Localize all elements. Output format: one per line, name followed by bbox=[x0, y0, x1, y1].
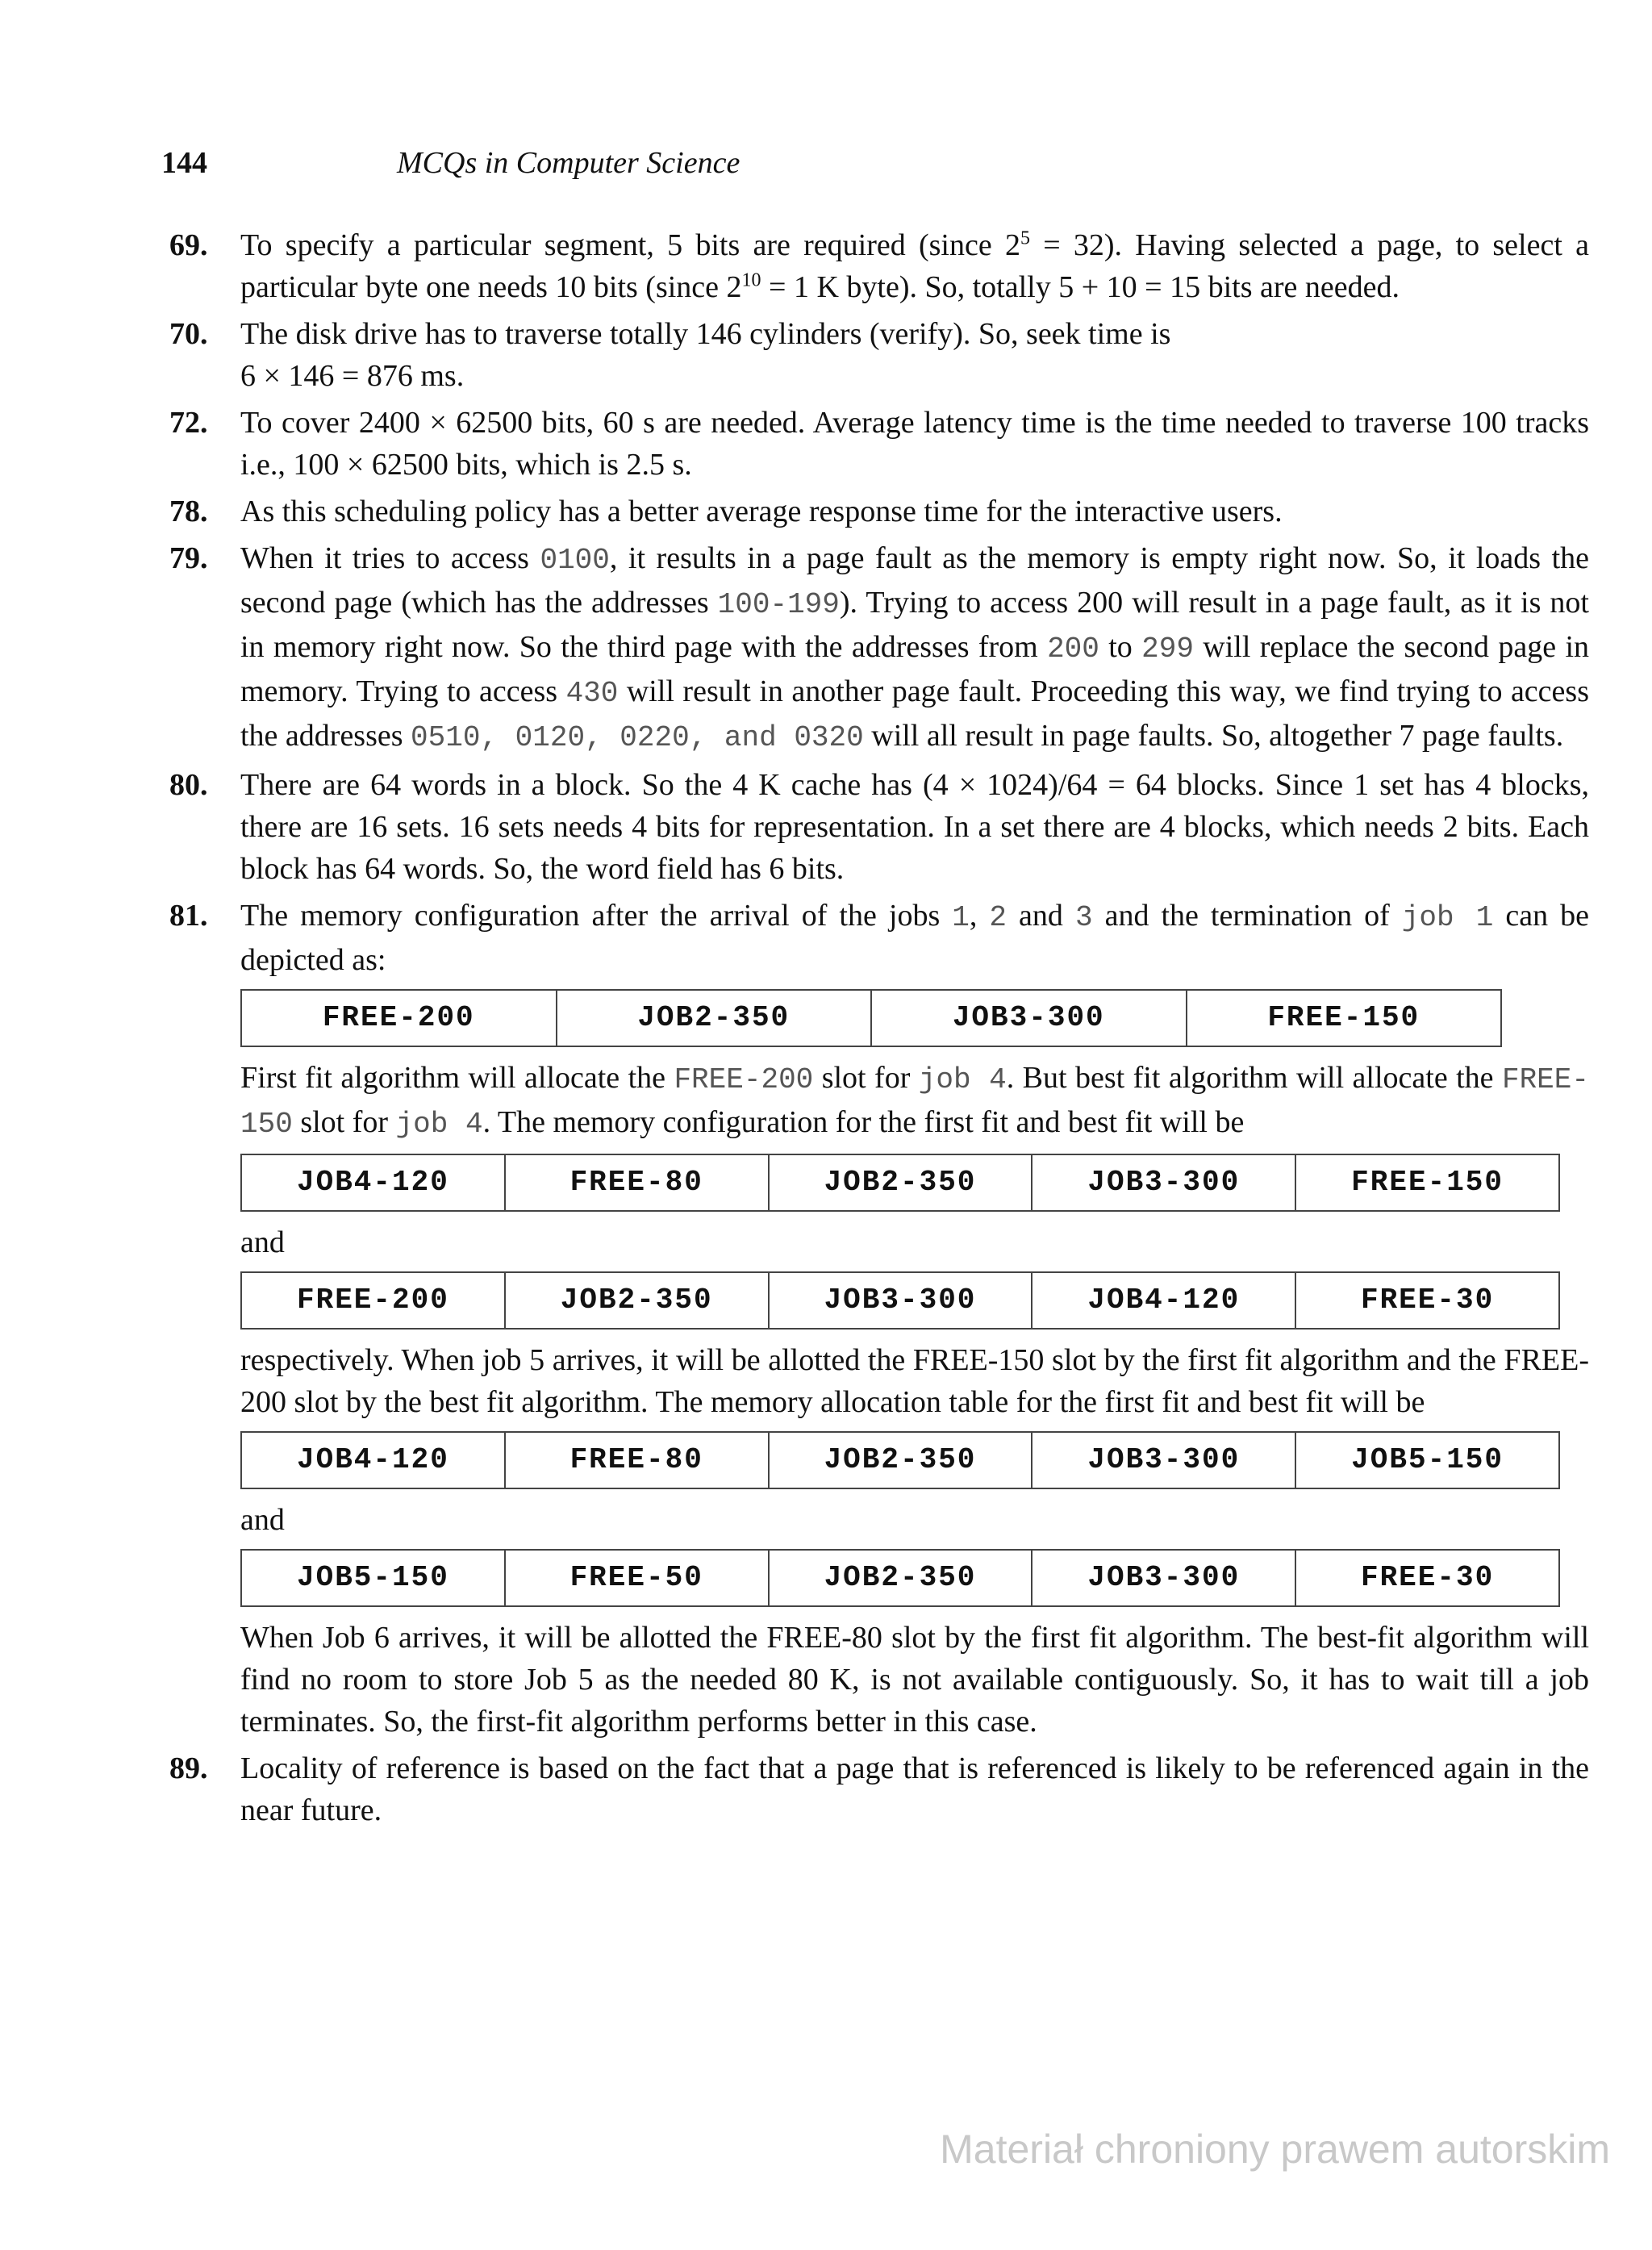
memory-cell: JOB5-150 bbox=[242, 1551, 506, 1605]
answer-text: will replace the second page in memory. Trying to access bbox=[240, 630, 1590, 708]
answer-text: When it tries to access bbox=[240, 541, 540, 575]
memory-cell: JOB2-350 bbox=[557, 991, 873, 1046]
answer-text: First fit algorithm will allocate the bbox=[240, 1061, 674, 1095]
memory-cell: FREE-80 bbox=[506, 1433, 770, 1488]
and-label: and bbox=[240, 1225, 285, 1259]
answer-text: and bbox=[1007, 899, 1075, 933]
code-text: job 1 bbox=[1401, 901, 1494, 934]
answer-number: 70. bbox=[169, 317, 208, 351]
answer-text: will all result in page faults. So, altogether 7 page faults. bbox=[863, 719, 1564, 753]
answer-text: Locality of reference is based on the fact that a page that is referenced is likely to be referenced again in the near future. bbox=[240, 1751, 1589, 1827]
answer-number: 80. bbox=[169, 768, 208, 802]
paragraph: When Job 6 arrives, it will be allotted the FREE-80 slot by the first fit algorithm. The best-fit algorithm will find no room to store Job 5 as the needed 80 K, is not available contiguously. So, it has to wait till a job terminates. So, the first-fit algorithm performs better in this case. bbox=[240, 1621, 1589, 1739]
answer-text: and the termination of bbox=[1092, 899, 1402, 933]
memory-cell: FREE-50 bbox=[506, 1551, 770, 1605]
answer-72 bbox=[169, 402, 1589, 486]
answer-text: slot for bbox=[292, 1105, 396, 1139]
answer-78 bbox=[169, 490, 1589, 532]
answer-79 bbox=[169, 537, 1589, 759]
answers-content bbox=[169, 224, 1589, 1836]
memory-cell: JOB3-300 bbox=[1032, 1155, 1296, 1210]
memory-cell: FREE-200 bbox=[242, 991, 557, 1046]
memory-cell: JOB3-300 bbox=[770, 1273, 1033, 1328]
answer-text: , it results in a page fault as the memory is empty right now. So, it loads the second page (which has the addresses bbox=[240, 541, 1589, 620]
answer-text: slot for bbox=[813, 1061, 919, 1095]
memory-cell: JOB4-120 bbox=[242, 1155, 506, 1210]
answer-text: , bbox=[969, 899, 990, 933]
memory-cell: JOB4-120 bbox=[242, 1433, 506, 1488]
code-text: 2 bbox=[989, 901, 1007, 934]
code-text: 1 bbox=[952, 901, 970, 934]
superscript: 5 bbox=[1020, 228, 1030, 249]
memory-cell: JOB2-350 bbox=[770, 1155, 1033, 1210]
answer-text: to bbox=[1099, 630, 1142, 664]
paragraph bbox=[240, 1057, 1589, 1146]
book-title: MCQs in Computer Science bbox=[397, 146, 740, 180]
superscript: 10 bbox=[741, 269, 761, 291]
answer-text: The memory configuration after the arrival of the jobs bbox=[240, 899, 953, 933]
answer-text: To specify a particular segment, 5 bits are required (since 2 bbox=[240, 228, 1020, 262]
answer-81 bbox=[169, 895, 1589, 1743]
memory-table-best-fit-1 bbox=[240, 1271, 1560, 1330]
memory-table-initial bbox=[240, 989, 1502, 1047]
answer-number: 69. bbox=[169, 228, 208, 262]
code-text: FREE-200 bbox=[674, 1063, 814, 1096]
answer-text: To cover 2400 × 62500 bits, 60 s are needed. Average latency time is the time needed to traverse 100 tracks i.e., 100 × 62500 bits, which is 2.5 s. bbox=[240, 406, 1589, 482]
and-label: and bbox=[240, 1503, 285, 1537]
answer-text: = 1 K byte). So, totally 5 + 10 = 15 bits are needed. bbox=[761, 270, 1400, 304]
answer-text: The disk drive has to traverse totally 146 cylinders (verify). So, seek time is bbox=[240, 317, 1171, 351]
answer-80 bbox=[169, 764, 1589, 890]
answer-text: 6 × 146 = 876 ms. bbox=[240, 359, 465, 393]
page-number: 144 bbox=[161, 146, 207, 180]
answer-number: 89. bbox=[169, 1751, 208, 1785]
code-text: job 4 bbox=[918, 1063, 1007, 1096]
answer-number: 81. bbox=[169, 899, 208, 933]
answer-number: 79. bbox=[169, 541, 208, 575]
code-text: 299 bbox=[1141, 632, 1194, 666]
memory-cell: JOB3-300 bbox=[872, 991, 1187, 1046]
answer-text: There are 64 words in a block. So the 4 K cache has (4 × 1024)/64 = 64 blocks. Since 1 set has 4 blocks, there are 16 sets. 16 sets needs 4 bits for representation. In a set there are 4 blocks, which needs 2 bits. Each block has 64 words. So, the word field has 6 bits. bbox=[240, 768, 1589, 886]
answer-text: . The memory configuration for the first fit and best fit will be bbox=[482, 1105, 1245, 1139]
memory-cell: FREE-30 bbox=[1360, 1561, 1495, 1594]
code-text: 0100 bbox=[540, 544, 610, 577]
memory-cell: JOB2-350 bbox=[770, 1433, 1033, 1488]
answer-text: ). Trying to access 200 will result in a page fault, as it is not in memory right now. So the third page with the addresses from bbox=[240, 586, 1589, 664]
code-text: 200 bbox=[1047, 632, 1099, 666]
answer-text: . But best fit algorithm will allocate the bbox=[1006, 1061, 1502, 1095]
memory-cell: FREE-150 bbox=[1267, 1001, 1420, 1034]
answer-69 bbox=[169, 224, 1589, 308]
memory-cell: JOB4-120 bbox=[1032, 1273, 1296, 1328]
memory-cell: JOB3-300 bbox=[1032, 1433, 1296, 1488]
answer-70 bbox=[169, 313, 1589, 397]
code-text: 100-199 bbox=[717, 588, 840, 621]
paragraph: respectively. When job 5 arrives, it will be allotted the FREE-150 slot by the first fit algorithm and the FREE-200 slot by the best fit algorithm. The memory allocation table for the first fit and best fit will be bbox=[240, 1343, 1589, 1419]
code-text: 430 bbox=[565, 677, 619, 710]
code-text: 0510, 0120, 0220, and 0320 bbox=[411, 721, 864, 754]
memory-cell: FREE-80 bbox=[506, 1155, 770, 1210]
memory-table-first-fit-2 bbox=[240, 1431, 1560, 1489]
memory-cell: FREE-30 bbox=[1360, 1284, 1495, 1317]
code-text: job 4 bbox=[395, 1108, 483, 1141]
answer-text: can be depicted as: bbox=[240, 899, 1589, 977]
page-header bbox=[161, 145, 1491, 181]
answer-text: will result in another page fault. Proceeding this way, we find trying to access the addresses bbox=[240, 674, 1589, 753]
memory-cell: JOB5-150 bbox=[1351, 1443, 1504, 1476]
code-text: 3 bbox=[1074, 901, 1093, 934]
copyright-watermark: Materiał chroniony prawem autorskim bbox=[940, 2127, 1610, 2172]
answer-89 bbox=[169, 1747, 1589, 1831]
memory-cell: JOB2-350 bbox=[770, 1551, 1033, 1605]
answer-number: 78. bbox=[169, 495, 208, 528]
memory-table-first-fit-1 bbox=[240, 1154, 1560, 1212]
code-text: FREE-150 bbox=[240, 1063, 1589, 1141]
answer-number: 72. bbox=[169, 406, 208, 440]
memory-cell: FREE-150 bbox=[1351, 1166, 1504, 1199]
memory-cell: JOB2-350 bbox=[506, 1273, 770, 1328]
memory-table-best-fit-2 bbox=[240, 1549, 1560, 1607]
answer-text: As this scheduling policy has a better average response time for the interactive users. bbox=[240, 495, 1283, 528]
answer-text: = 32). Having selected a page, to select a particular byte one needs 10 bits (since 2 bbox=[240, 228, 1590, 304]
memory-cell: JOB3-300 bbox=[1032, 1551, 1296, 1605]
memory-cell: FREE-200 bbox=[242, 1273, 506, 1328]
